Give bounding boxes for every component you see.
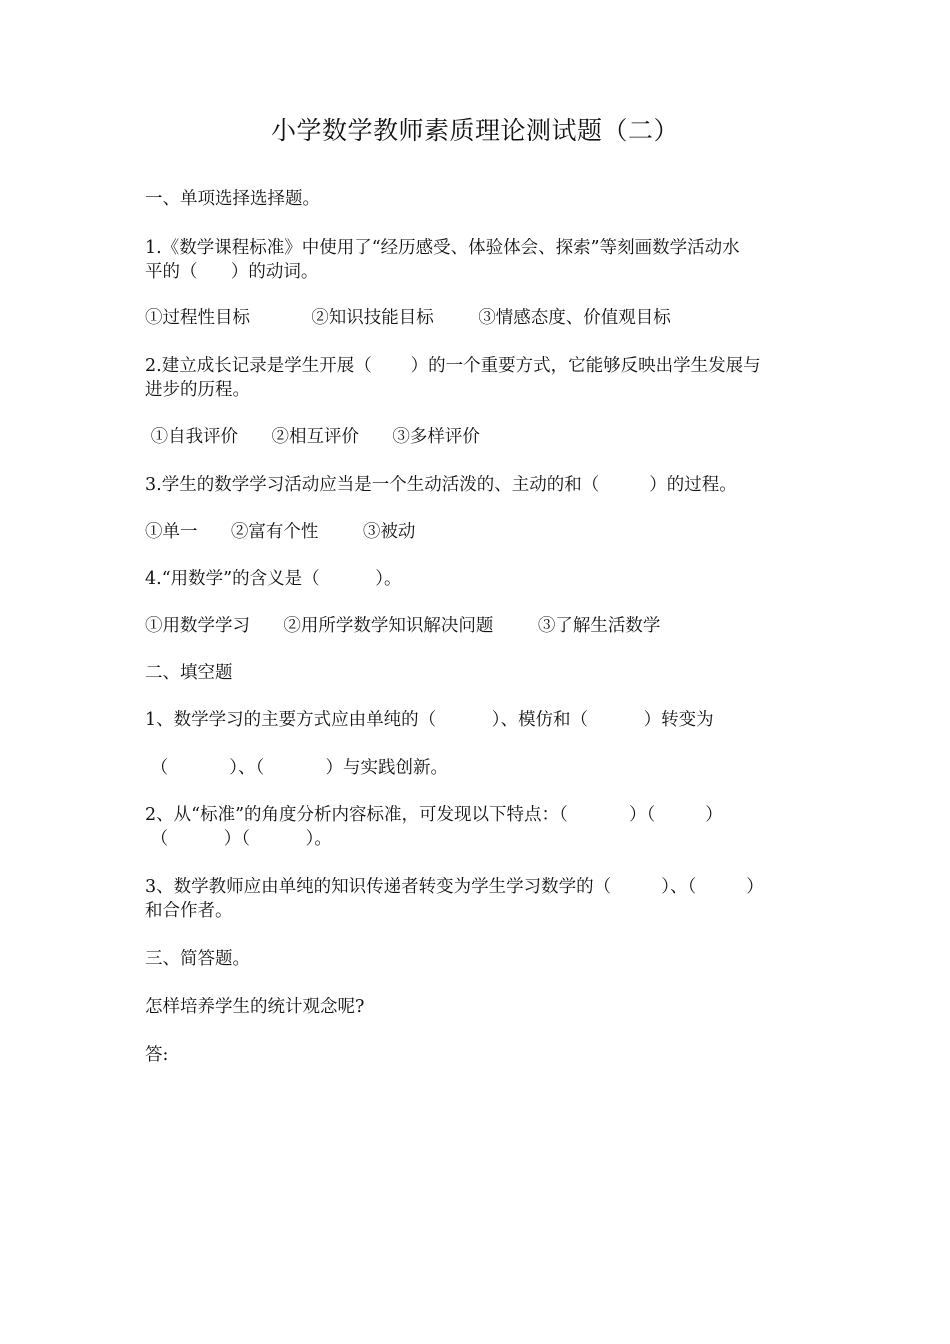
section-heading-fill-blank: 二、填空题 xyxy=(145,663,233,683)
fill-3-line-1: 3、数学教师应由单纯的知识传递者转变为学生学习数学的（ ）、（ ） xyxy=(145,877,764,897)
fill-3-line-2: 和合作者。 xyxy=(145,901,233,921)
short-answer-question: 怎样培养学生的统计观念呢? xyxy=(145,997,365,1017)
section-heading-single-choice: 一、单项选择选择题。 xyxy=(145,189,320,209)
page-title: 小学数学教师素质理论测试题（二） xyxy=(270,116,679,145)
fill-2-line-1: 2、从“标准”的角度分析内容标准，可发现以下特点：（ ）（ ） xyxy=(145,805,723,825)
question-1-options: ①过程性目标 ②知识技能目标 ③情感态度、价值观目标 xyxy=(145,308,671,328)
fill-1-line-2: （ ）、（ ）与实践创新。 xyxy=(145,758,448,778)
question-4-line-1: 4.“用数学”的含义是（ ）。 xyxy=(145,569,402,589)
question-2-options: ①自我评价 ②相互评价 ③多样评价 xyxy=(145,427,480,447)
question-1-line-1: 1.《数学课程标准》中使用了“经历感受、体验体会、探索”等刻画数学活动水 xyxy=(145,238,740,258)
question-1-line-2: 平的（ ）的动词。 xyxy=(145,262,319,282)
fill-2-line-2: （ ）（ ）。 xyxy=(145,829,332,849)
question-3-line-1: 3.学生的数学学习活动应当是一个生动活泼的、主动的和（ ）的过程。 xyxy=(145,475,737,495)
question-4-options: ①用数学学习 ②用所学数学知识解决问题 ③了解生活数学 xyxy=(145,616,661,636)
question-3-options: ①单一 ②富有个性 ③被动 xyxy=(145,522,416,542)
question-2-line-1: 2.建立成长记录是学生开展（ ）的一个重要方式，它能够反映出学生发展与 xyxy=(145,356,761,376)
question-2-line-2: 进步的历程。 xyxy=(145,380,250,400)
answer-label: 答: xyxy=(145,1045,169,1065)
section-heading-short-answer: 三、简答题。 xyxy=(145,949,250,969)
fill-1-line-1: 1、数学学习的主要方式应由单纯的（ ）、模仿和（ ）转变为 xyxy=(145,710,714,730)
